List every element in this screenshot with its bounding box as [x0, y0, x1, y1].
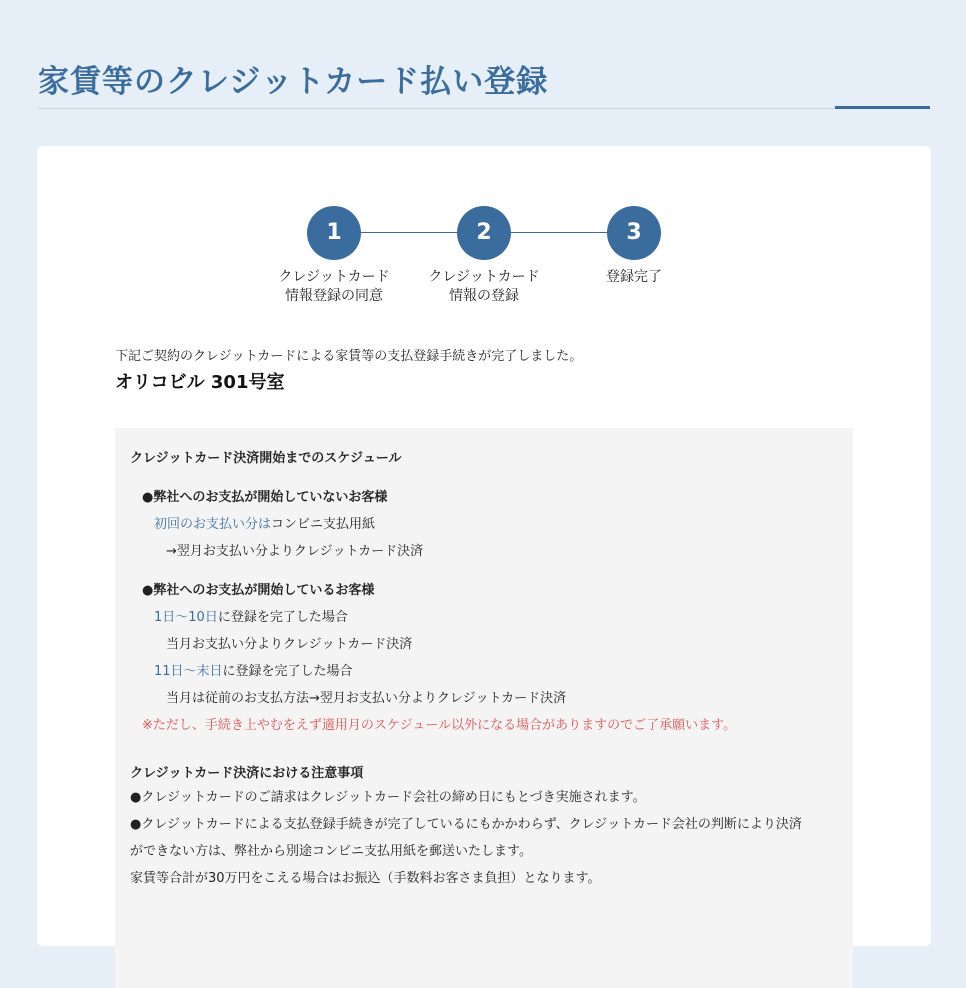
range2-highlight: 11日〜末日	[154, 664, 223, 679]
completion-message: 下記ご契約のクレジットカードによる家賃等の支払登録手続きが完了しました。	[115, 349, 583, 364]
title-accent-bar	[835, 106, 930, 109]
content-card	[37, 146, 931, 946]
range1-highlight: 1日〜10日	[154, 610, 218, 625]
step-2	[404, 206, 564, 306]
first-payment-line	[154, 513, 375, 532]
range2-result: 当月は従前のお支払方法→翌月お支払い分よりクレジットカード決済	[166, 691, 567, 706]
step-number: 2	[457, 206, 511, 260]
next-month-line: →翌月お支払い分よりクレジットカード決済	[166, 544, 424, 559]
note-item-1: ●クレジットカードのご請求はクレジットカード会社の締め日にもとづき実施されます。	[130, 790, 646, 805]
schedule-info-box	[115, 428, 853, 988]
range1-line	[154, 606, 348, 625]
title-divider	[38, 108, 930, 109]
range1-result: 当月お支払い分よりクレジットカード決済	[166, 637, 413, 652]
schedule-heading: クレジットカード決済開始までのスケジュール	[130, 451, 402, 466]
not-started-heading: ●弊社へのお支払が開始していないお客様	[142, 490, 388, 505]
step-label: クレジットカード 情報の登録	[428, 269, 540, 304]
note-item-2-line-2: ができない方は、弊社から別途コンビニ支払用紙を郵送いたします。	[130, 844, 532, 859]
step-number: 3	[607, 206, 661, 260]
first-payment-highlight: 初回のお支払い分は	[154, 517, 272, 532]
first-payment-method: コンビニ支払用紙	[271, 517, 376, 532]
step-number: 1	[307, 206, 361, 260]
started-heading: ●弊社へのお支払が開始しているお客様	[142, 583, 375, 598]
notes-heading: クレジットカード決済における注意事項	[130, 766, 364, 781]
note-item-3: 家賃等合計が30万円をこえる場合はお振込（手数料お客さま負担）となります。	[130, 871, 601, 886]
schedule-warning-note: ※ただし、手続き上やむをえず適用月のスケジュール以外になる場合がありますのでご了承願います。	[142, 718, 737, 733]
step-label: クレジットカード 情報登録の同意	[278, 269, 390, 304]
page-title: 家賃等のクレジットカード払い登録	[38, 64, 549, 100]
step-3	[554, 206, 714, 287]
property-name: オリコビル 301号室	[115, 372, 285, 393]
range2-text: に登録を完了した場合	[222, 664, 353, 679]
step-1	[254, 206, 414, 306]
range1-text: に登録を完了した場合	[217, 610, 348, 625]
step-label: 登録完了	[606, 269, 662, 285]
range2-line	[154, 660, 353, 679]
note-item-2-line-1: ●クレジットカードによる支払登録手続きが完了しているにもかかわらず、クレジットカード会社の判断により決済	[130, 817, 802, 832]
